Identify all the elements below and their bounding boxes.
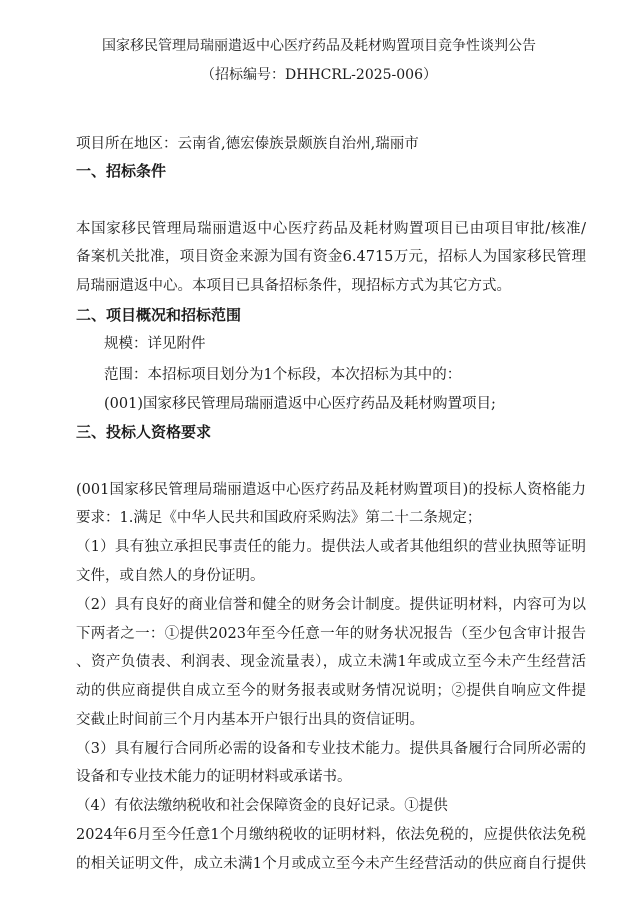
- paragraph-line: 动的供应商提供自成立至今的财务报表或财务情况说明；②提供自响应文件提: [76, 683, 586, 699]
- tender-code: （招标编号：DHHCRL-2025-006）: [200, 67, 437, 83]
- section-heading-project-overview: 二、项目概况和招标范围: [76, 306, 242, 324]
- paragraph-line: 下两者之一：①提供2023年至今任意一年的财务状况报告（至少包含审计报告: [76, 626, 586, 642]
- scope-line: 范围：本招标项目划分为1个标段，本次招标为其中的：: [104, 367, 462, 383]
- section-heading-bidder-qualifications: 三、投标人资格要求: [76, 423, 212, 441]
- lot-line: (001)国家移民管理局瑞丽遣返中心医疗药品及耗材购置项目;: [104, 396, 496, 412]
- paragraph-line: （3）具有履行合同所必需的设备和专业技术能力。提供具备履行合同所必需的: [76, 741, 586, 757]
- paragraph-line: （1）具有独立承担民事责任的能力。提供法人或者其他组织的营业执照等证明: [76, 539, 586, 555]
- paragraph-line: 文件，或自然人的身份证明。: [76, 568, 265, 584]
- paragraph-line: (001国家移民管理局瑞丽遣返中心医疗药品及耗材购置项目)的投标人资格能力: [76, 482, 586, 498]
- paragraph-line: 交截止时间前三个月内基本开户银行出具的资信证明。: [76, 712, 424, 728]
- scale-line: 规模：详见附件: [104, 336, 206, 352]
- paragraph-line: 设备和专业技术能力的证明材料或承诺书。: [76, 769, 352, 785]
- paragraph-line: 要求：1.满足《中华人民共和国政府采购法》第二十二条规定；: [76, 510, 482, 526]
- paragraph-line: 本国家移民管理局瑞丽遣返中心医疗药品及耗材购置项目已由项目审批/核准/: [76, 221, 586, 237]
- paragraph-line: 、资产负债表、利润表、现金流量表），成立未满1年或成立至今未产生经营活: [76, 654, 586, 670]
- paragraph-line: 局瑞丽遣返中心。本项目已具备招标条件，现招标方式为其它方式。: [76, 278, 511, 294]
- paragraph-line: 的相关证明文件，成立未满1个月或成立至今未产生经营活动的供应商自行提供: [76, 856, 586, 872]
- section-heading-tender-conditions: 一、招标条件: [76, 162, 167, 180]
- paragraph-line: （2）具有良好的商业信誉和健全的财务会计制度。提供证明材料，内容可为以: [76, 597, 586, 613]
- paragraph-line: 备案机关批准，项目资金来源为国有资金6.4715万元，招标人为国家移民管理: [76, 249, 586, 265]
- paragraph-line: （4）有依法缴纳税收和社会保障资金的良好记录。①提供: [76, 798, 448, 814]
- document-title: 国家移民管理局瑞丽遣返中心医疗药品及耗材购置项目竞争性谈判公告: [102, 38, 536, 54]
- paragraph-line: 2024年6月至今任意1个月缴纳税收的证明材料，依法免税的，应提供依法免税: [76, 827, 586, 843]
- project-region: 项目所在地区：云南省,德宏傣族景颇族自治州,瑞丽市: [76, 136, 419, 152]
